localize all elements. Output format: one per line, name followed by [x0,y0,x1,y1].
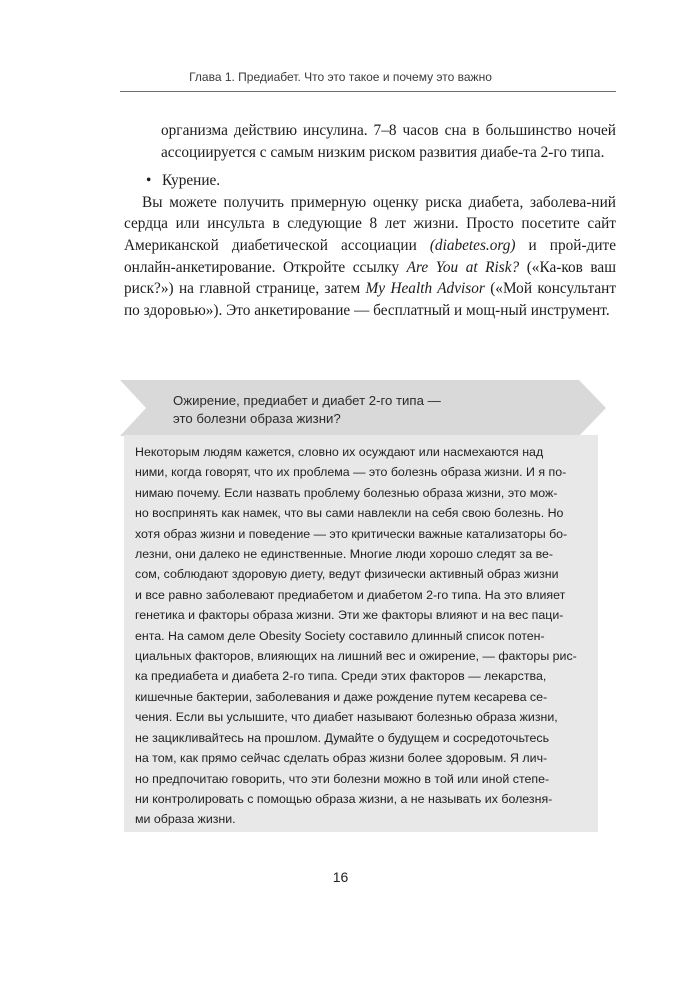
callout-line: ента. На самом деле Obesity Society составило длинный список потен- [135,628,545,643]
callout-title-line: это болезни образа жизни? [173,411,341,426]
running-header: Глава 1. Предиабет. Что это такое и почему это важно [189,70,492,84]
header-divider [120,91,616,92]
risk-assessment-paragraph [124,192,616,322]
paragraph-text: и прой-дите онлайн-анкетирование. Откройте ссылку [124,236,616,276]
callout-line: не зацикливайтесь на прошлом. Думайте о будущем и сосредоточьтесь [135,730,550,745]
paragraph-text: («Ка-ков ваш риск?») на главной странице, затем [124,258,616,298]
paragraph-text: («Мой консультант по здоровью»). Это анкетирование — бесплатный и мощ-ный инструмент. [124,280,617,319]
website-reference: (diabetes.org) [429,236,516,254]
callout-line: но воспринять как намек, что вы сами навлекли на себя свою болезнь. Но [135,506,564,521]
bullet-item [124,170,616,192]
callout-line: генетика и факторы образа жизни. Эти же факторы влияют и на вес паци- [135,608,564,623]
callout-title-line: Ожирение, предиабет и диабет 2-го типа — [173,393,441,408]
callout-line: ка предиабета и диабета 2-го типа. Среди этих факторов — лекарства, [135,669,547,684]
page-number: 16 [332,869,349,885]
callout-line: но предпочитаю говорить, что эти болезни можно в той или иной степе- [135,771,550,786]
callout-line: лезни, они далеко не единственные. Многие люди хорошо следят за ве- [135,547,554,562]
callout-line: ними, когда говорят, что их проблема — это болезнь образа жизни. И я по- [135,465,567,480]
callout-line: циальных факторов, влияющих на лишний вес и ожирение, — факторы рис- [135,649,577,664]
callout-line: на том, как прямо сейчас сделать образ жизни более здоровым. Я лич- [135,751,548,766]
bullet-text: Курение. [162,172,221,190]
callout-line: сом, соблюдают здоровую диету, ведут физически активный образ жизни [135,567,559,582]
callout-line: нимаю почему. Если назвать проблему болезнью образа жизни, это мож- [135,485,558,500]
callout-line: Некоторым людям кажется, словно их осуждают или насмехаются над [135,445,544,459]
link-name-advisor: My Health Advisor [365,280,485,298]
callout-line: ни контролировать с помощью образа жизни, а не называть их болезня- [135,791,553,806]
callout-line: кишечные бактерии, заболевания и даже рождение путем кесарева се- [135,689,548,704]
callout-line: ми образа жизни. [135,812,236,827]
callout-line: и все равно заболевают предиабетом и диабетом 2-го типа. На это влияет [135,587,566,602]
link-name-risk: Are You at Risk? [406,258,520,276]
main-text [124,120,616,321]
callout-line: хотя образ жизни и поведение — это критически важные катализаторы бо- [135,526,568,541]
callout-line: чения. Если вы услышите, что диабет называют болезнью образа жизни, [135,710,558,725]
paragraph-text: Вы можете получить примерную оценку риска диабета, заболева-ний сердца или инсульта в следующие 8 лет жизни. Просто посетите сайт Американской диабетической ассоциации [124,193,616,254]
continuation-paragraph: организма действию инсулина. 7–8 часов сна в большинство ночей ассоциируется с самым низким риском развития диабе-та 2-го типа. [161,122,616,161]
callout-body [135,442,589,830]
callout-title [173,392,513,428]
bullet-icon: • [146,172,152,190]
